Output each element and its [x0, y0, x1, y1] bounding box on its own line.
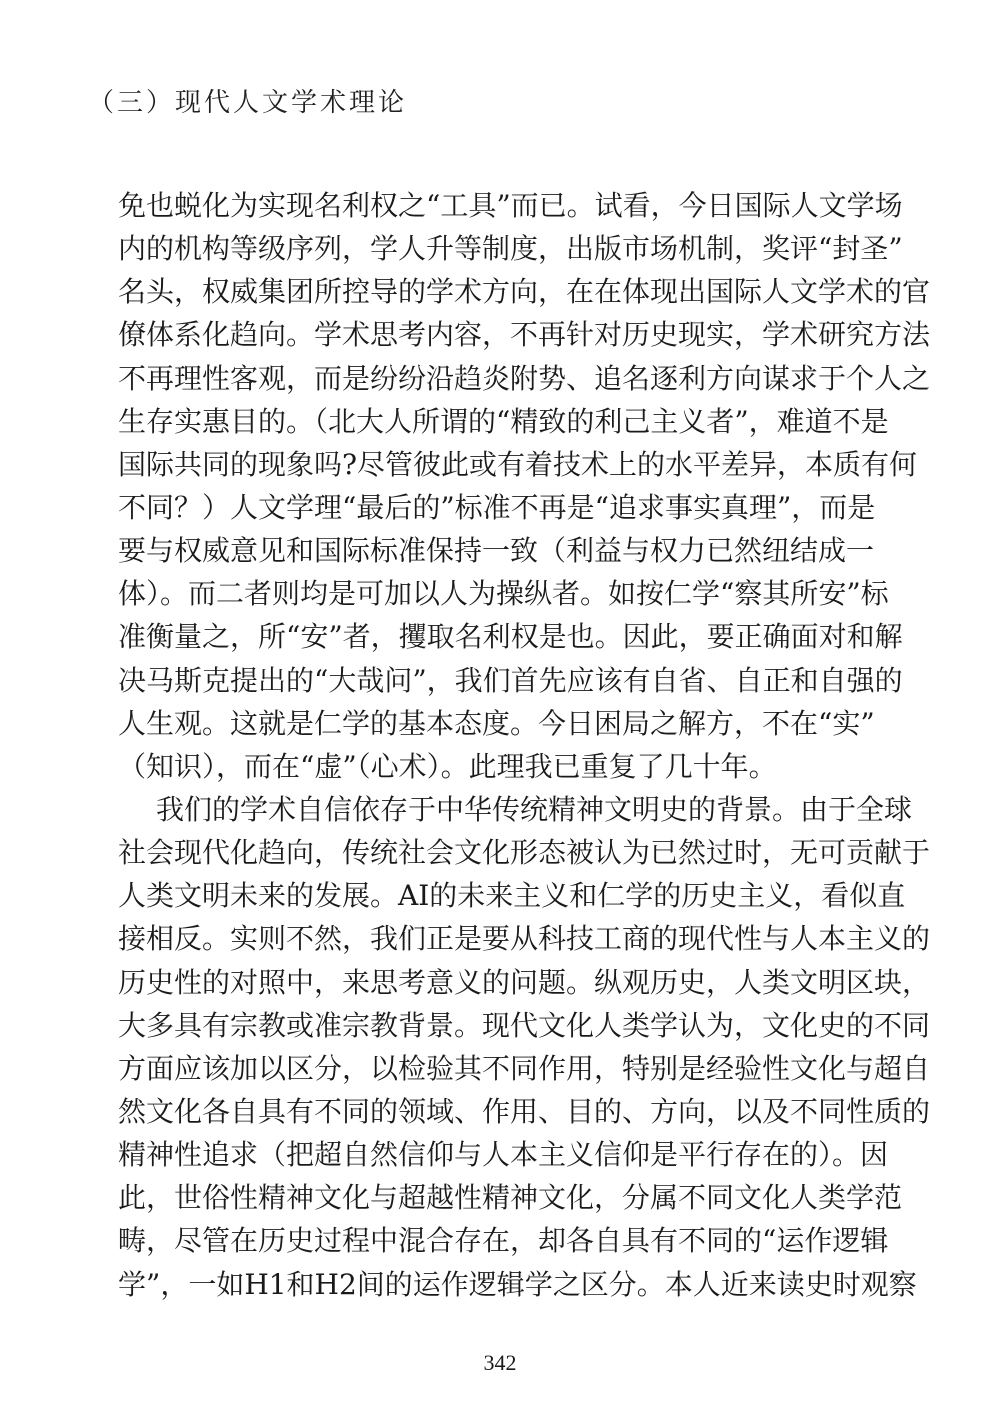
paragraph-2 [118, 788, 931, 1306]
text-line: 决马斯克提出的“大哉问”，我们首先应该有自省、自正和自强的 [118, 663, 903, 697]
text-line: 僚体系化趋向。学术思考内容，不再针对历史现实，学术研究方法 [118, 318, 931, 352]
text-line: 生存实惠目的。（北大人所谓的“精致的利己主义者”，难道不是 [118, 404, 889, 438]
text-line: 大多具有宗教或准宗教背景。现代文化人类学认为，文化史的不同 [118, 1008, 931, 1042]
text-line: 精神性追求（把超自然信仰与人本主义信仰是平行存在的）。因 [118, 1138, 889, 1172]
text-line: 接相反。实则不然，我们正是要从科技工商的现代性与人本主义的 [118, 922, 931, 956]
text-line: 然文化各自具有不同的领域、作用、目的、方向，以及不同性质的 [118, 1094, 931, 1128]
paragraph-1 [118, 184, 931, 788]
text-line: 不再理性客观，而是纷纷沿趋炎附势、追名逐利方向谋求于个人之 [118, 361, 931, 395]
page-number: 342 [483, 1350, 517, 1375]
text-line: 我们的学术自信依存于中华传统精神文明史的背景。由于全球 [156, 792, 913, 826]
text-line: 体）。而二者则均是可加以人为操纵者。如按仁学“察其所安”标 [118, 577, 889, 611]
text-line: 历史性的对照中，来思考意义的问题。纵观历史，人类文明区块， [118, 965, 931, 999]
section-title: （三）现代人文学术理论 [88, 88, 408, 118]
body-text [118, 184, 931, 1306]
text-line: 国际共同的现象吗?尽管彼此或有着技术上的水平差异，本质有何 [118, 447, 918, 481]
text-line: （知识），而在“虚”（心术）。此理我已重复了几十年。 [118, 749, 777, 783]
text-line: 免也蜕化为实现名利权之“工具”而已。试看，今日国际人文学场 [118, 189, 903, 222]
text-line: 社会现代化趋向，传统社会文化形态被认为已然过时，无可贡献于 [118, 836, 931, 870]
text-line: 人生观。这就是仁学的基本态度。今日困局之解方，不在“实” [118, 706, 875, 740]
text-line: 人类文明未来的发展。AI的未来主义和仁学的历史主义，看似直 [118, 879, 906, 913]
text-line: 不同？）人文学理“最后的”标准不再是“追求事实真理”，而是 [118, 490, 876, 524]
text-line: 名头，权威集团所控导的学术方向，在在体现出国际人文学术的官 [118, 275, 931, 309]
text-line: 内的机构等级序列，学人升等制度，出版市场机制，奖评“封圣” [118, 232, 903, 266]
text-line: 要与权威意见和国际标准保持一致（利益与权力已然纽结成一 [118, 534, 875, 568]
text-line: 学”，一如H1和H2间的运作逻辑学之区分。本人近来读史时观察 [118, 1267, 917, 1301]
text-line: 方面应该加以区分，以检验其不同作用，特别是经验性文化与超自 [118, 1051, 931, 1085]
text-line: 此，世俗性精神文化与超越性精神文化，分属不同文化人类学范 [118, 1181, 903, 1215]
text-line: 畴，尽管在历史过程中混合存在，却各自具有不同的“运作逻辑 [118, 1224, 889, 1258]
text-line: 准衡量之，所“安”者，攫取名利权是也。因此，要正确面对和解 [118, 620, 903, 654]
